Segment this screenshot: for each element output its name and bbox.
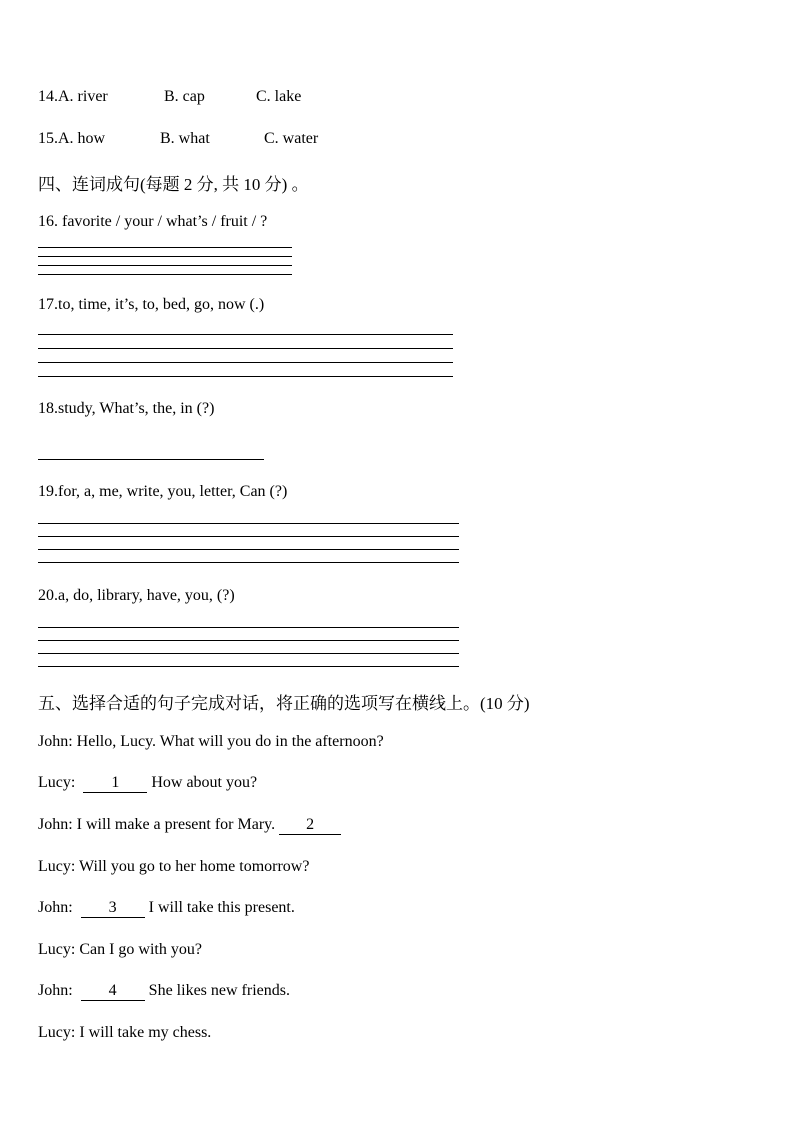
answer-line[interactable]: [38, 523, 459, 524]
question-20: [38, 587, 235, 605]
option-a: A. river: [58, 88, 108, 105]
dialogue-line: [38, 733, 384, 751]
option-b: B. what: [160, 130, 210, 147]
question-number: 17.: [38, 296, 58, 313]
speaker: John:: [38, 982, 73, 999]
answer-line[interactable]: [38, 362, 453, 363]
section-4-title: 四、连词成句(每题 2 分, 共 10 分) 。: [38, 175, 309, 194]
question-18: [38, 400, 214, 418]
section-5-title: 五、选择合适的句子完成对话，将正确的选项写在横线上。(10 分): [38, 694, 530, 713]
question-number: 16.: [38, 213, 58, 230]
answer-line[interactable]: [38, 247, 292, 248]
dialogue-line: [38, 1024, 211, 1042]
question-number: 18.: [38, 400, 58, 417]
speaker: Lucy:: [38, 1024, 76, 1041]
dialogue-line: [38, 899, 295, 918]
answer-line[interactable]: [38, 562, 459, 563]
dialogue-text: Will you go to her home tomorrow?: [75, 858, 310, 875]
speaker: Lucy:: [38, 774, 76, 791]
answer-line[interactable]: [38, 265, 292, 266]
dialogue-text: I will make a present for Mary.: [72, 816, 280, 833]
answer-line[interactable]: [38, 459, 264, 460]
option-b: B. cap: [164, 88, 205, 105]
answer-blank[interactable]: 2: [279, 816, 341, 835]
dialogue-line: [38, 774, 257, 793]
question-number: 14.: [38, 88, 58, 105]
speaker: John:: [38, 733, 73, 750]
answer-line[interactable]: [38, 376, 453, 377]
question-19: [38, 483, 287, 501]
speaker: Lucy:: [38, 941, 76, 958]
question-text: favorite / your / what’s / fruit / ?: [58, 213, 268, 230]
answer-line[interactable]: [38, 536, 459, 537]
answer-line[interactable]: [38, 256, 292, 257]
answer-line[interactable]: [38, 334, 453, 335]
dialogue-text: Can I go with you?: [75, 941, 202, 958]
dialogue-text: How about you?: [147, 774, 258, 791]
question-16: [38, 213, 267, 231]
dialogue-text: She likes new friends.: [144, 982, 290, 999]
option-c: C. water: [264, 130, 319, 147]
speaker: John:: [38, 899, 73, 916]
answer-line[interactable]: [38, 640, 459, 641]
dialogue-line: [38, 982, 290, 1001]
question-text: a, do, library, have, you, (?): [58, 587, 235, 604]
answer-blank[interactable]: 3: [81, 899, 145, 918]
dialogue-line: [38, 858, 309, 876]
question-number: 20.: [38, 587, 58, 604]
answer-line[interactable]: [38, 348, 453, 349]
dialogue-text: I will take my chess.: [75, 1024, 212, 1041]
question-number: 15.: [38, 130, 58, 147]
answer-line[interactable]: [38, 549, 459, 550]
speaker: John:: [38, 816, 73, 833]
answer-line[interactable]: [38, 653, 459, 654]
answer-blank[interactable]: 4: [81, 982, 145, 1001]
answer-line[interactable]: [38, 274, 292, 275]
question-text: to, time, it’s, to, bed, go, now (.): [58, 296, 265, 313]
question-14: [38, 88, 108, 106]
question-text: study, What’s, the, in (?): [58, 400, 215, 417]
answer-line[interactable]: [38, 627, 459, 628]
question-number: 19.: [38, 483, 58, 500]
question-17: [38, 296, 264, 314]
answer-blank[interactable]: 1: [83, 774, 147, 793]
dialogue-line: [38, 941, 202, 959]
question-15: [38, 130, 105, 148]
dialogue-text: Hello, Lucy. What will you do in the afternoon?: [72, 733, 384, 750]
option-a: A. how: [58, 130, 106, 147]
speaker: Lucy:: [38, 858, 76, 875]
dialogue-line: [38, 816, 341, 835]
option-c: C. lake: [256, 88, 302, 105]
answer-line[interactable]: [38, 666, 459, 667]
dialogue-text: I will take this present.: [144, 899, 295, 916]
question-text: for, a, me, write, you, letter, Can (?): [58, 483, 288, 500]
